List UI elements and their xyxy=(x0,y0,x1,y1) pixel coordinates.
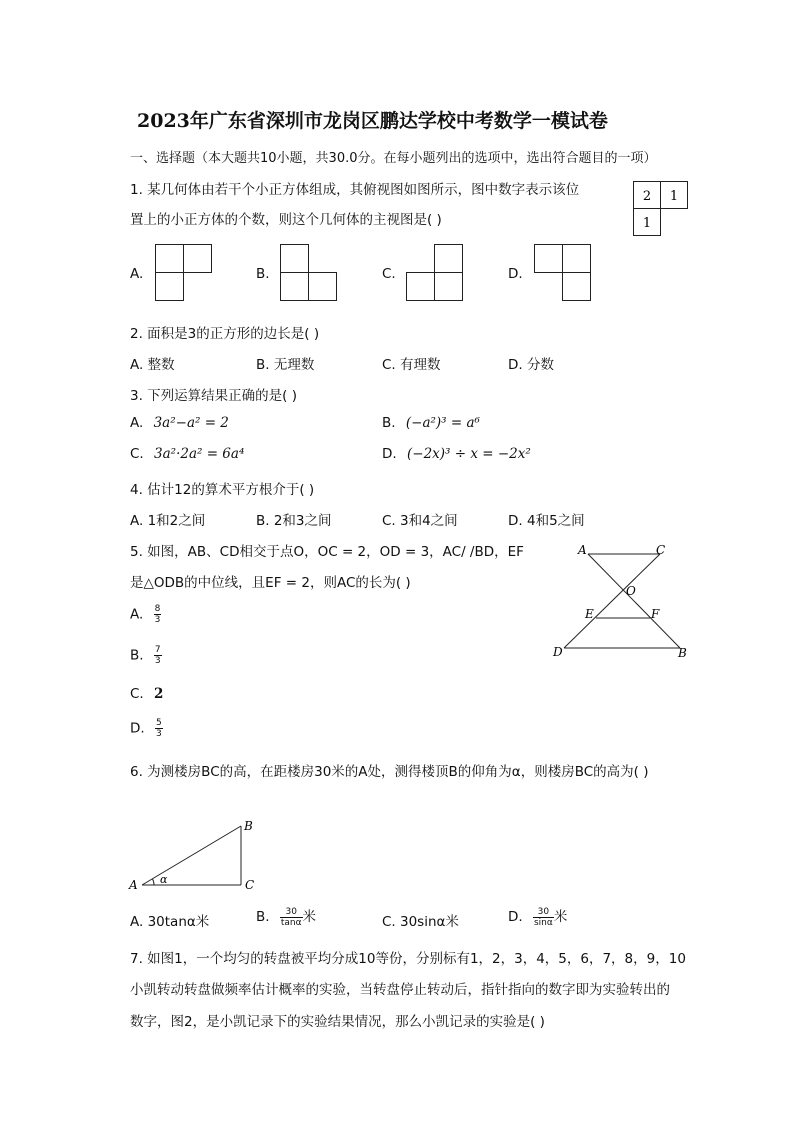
frac-denominator: 3 xyxy=(155,729,162,739)
q6-option-d[interactable] xyxy=(508,905,567,928)
q2-option-a[interactable]: A. 整数 xyxy=(130,357,175,373)
q4-option-d[interactable]: D. 4和5之间 xyxy=(508,513,585,529)
q1-option-d-label[interactable]: D. xyxy=(508,266,523,282)
q3-option-c-label: C. xyxy=(130,446,144,462)
q5-option-a[interactable] xyxy=(130,604,161,625)
q6-triangle-figure xyxy=(128,815,278,895)
point-c: C xyxy=(656,543,666,557)
q6-option-c[interactable]: C. 30sinα米 xyxy=(382,914,459,930)
unit: 米 xyxy=(302,909,317,925)
q1-stem-line2: 置上的小正方体的个数，则这个几何体的主视图是( ) xyxy=(130,212,442,228)
q6-stem: 6. 为测楼房BC的高，在距楼房30米的A处，测得楼顶B的仰角为α，则楼房BC的高为( ) xyxy=(130,764,649,780)
q5-option-c-value: 2 xyxy=(154,686,164,702)
q1-option-a-figure[interactable] xyxy=(155,244,212,301)
q3-option-a-label: A. xyxy=(130,415,144,431)
frac-numerator: 30 xyxy=(533,907,554,918)
q6-option-b-fraction xyxy=(280,907,303,928)
q6-option-b[interactable] xyxy=(256,905,316,928)
frac-numerator: 8 xyxy=(154,604,161,614)
grid-cell-1: 2 xyxy=(642,189,652,204)
q3-option-b-label: B. xyxy=(382,415,396,431)
q3-option-b[interactable] xyxy=(382,415,480,431)
q3-option-d-formula: (−2x)³ ÷ x = −2x² xyxy=(406,446,531,462)
q3-option-d-label: D. xyxy=(382,446,397,462)
q7-stem-line3: 数字，图2，是小凯记录下的实验结果情况，那么小凯记录的实验是( ) xyxy=(130,1014,545,1030)
frac-denominator: 3 xyxy=(154,656,161,666)
q6-option-b-label: B. xyxy=(256,909,270,925)
q1-option-c-label[interactable]: C. xyxy=(382,266,396,282)
q5-geometry-figure xyxy=(552,540,712,660)
q6-option-d-fraction xyxy=(533,907,554,928)
section-header: 一、选择题（本大题共10小题，共30.0分。在每小题列出的选项中，选出符合题目的一项） xyxy=(130,151,657,166)
q4-stem: 4. 估计12的算术平方根介于( ) xyxy=(130,482,315,498)
frac-denominator: tanα xyxy=(280,917,302,928)
q3-stem: 3. 下列运算结果正确的是( ) xyxy=(130,388,297,404)
q1-top-view-grid xyxy=(633,181,693,237)
frac-numerator: 7 xyxy=(154,645,161,655)
q1-option-b-label[interactable]: B. xyxy=(256,266,270,282)
q3-option-a[interactable] xyxy=(130,415,229,431)
point-b: B xyxy=(244,819,253,833)
q2-option-b[interactable]: B. 无理数 xyxy=(256,357,315,373)
point-d: D xyxy=(553,645,563,659)
q3-option-d[interactable] xyxy=(382,446,531,462)
q3-option-c[interactable] xyxy=(130,446,244,462)
frac-denominator: 3 xyxy=(154,615,161,625)
point-e: E xyxy=(585,607,594,621)
q5-option-d[interactable] xyxy=(130,718,163,739)
point-a: A xyxy=(129,878,138,892)
q7-stem-line2: 小凯转动转盘做频率估计概率的实验，当转盘停止转动后，指针指向的数字即为实验转出的 xyxy=(130,982,670,998)
q3-option-b-formula: (−a²)³ = a⁶ xyxy=(405,415,480,431)
q3-option-c-formula: 3a²·2a² = 6a⁴ xyxy=(154,446,245,462)
q2-option-d[interactable]: D. 分数 xyxy=(508,357,554,373)
angle-alpha: α xyxy=(160,873,168,886)
grid-cell-2: 1 xyxy=(669,189,679,204)
q5-option-a-label: A. xyxy=(130,606,144,623)
q5-stem-line1: 5. 如图，AB、CD相交于点O，OC = 2，OD = 3，AC/ /BD，EF xyxy=(130,544,524,560)
q1-stem-line1: 1. 某几何体由若干个小正方体组成，其俯视图如图所示，图中数字表示该位 xyxy=(130,182,580,198)
q4-option-c[interactable]: C. 3和4之间 xyxy=(382,513,458,529)
q5-option-c-label: C. xyxy=(130,686,144,702)
frac-numerator: 30 xyxy=(280,907,303,918)
q7-stem-line1: 7. 如图1，一个均匀的转盘被平均分成10等份，分别标有1，2，3，4，5，6，7，8，9，10 xyxy=(130,951,686,967)
point-o: O xyxy=(626,584,636,598)
frac-denominator: sinα xyxy=(533,917,553,928)
page-title: 2023年广东省深圳市龙岗区鹏达学校中考数学一模试卷 xyxy=(137,110,608,132)
q3-option-a-formula: 3a²−a² = 2 xyxy=(153,415,229,431)
q2-option-c[interactable]: C. 有理数 xyxy=(382,357,441,373)
q1-option-a-label[interactable]: A. xyxy=(130,266,144,282)
q5-option-d-fraction xyxy=(155,718,163,739)
point-f: F xyxy=(651,607,660,621)
q6-option-a[interactable]: A. 30tanα米 xyxy=(130,914,210,930)
q5-option-b-label: B. xyxy=(130,647,144,664)
q1-option-c-figure[interactable] xyxy=(406,244,463,301)
q6-option-d-label: D. xyxy=(508,909,523,925)
q1-option-d-figure[interactable] xyxy=(534,244,591,301)
unit: 米 xyxy=(553,909,568,925)
q4-option-a[interactable]: A. 1和2之间 xyxy=(130,513,206,529)
q5-option-b-fraction xyxy=(154,645,162,666)
frac-numerator: 5 xyxy=(155,718,162,728)
point-b: B xyxy=(678,646,687,660)
grid-cell-3: 1 xyxy=(642,216,652,231)
q5-option-c[interactable] xyxy=(130,686,163,702)
q4-option-b[interactable]: B. 2和3之间 xyxy=(256,513,332,529)
q1-option-b-figure[interactable] xyxy=(280,244,337,301)
q5-option-d-label: D. xyxy=(130,720,145,737)
q5-stem-line2: 是△ODB的中位线，且EF = 2，则AC的长为( ) xyxy=(130,575,411,591)
q5-option-a-fraction xyxy=(154,604,162,625)
point-c: C xyxy=(245,878,255,892)
q2-stem: 2. 面积是3的正方形的边长是( ) xyxy=(130,326,320,342)
point-a: A xyxy=(578,543,587,557)
q5-option-b[interactable] xyxy=(130,645,162,666)
